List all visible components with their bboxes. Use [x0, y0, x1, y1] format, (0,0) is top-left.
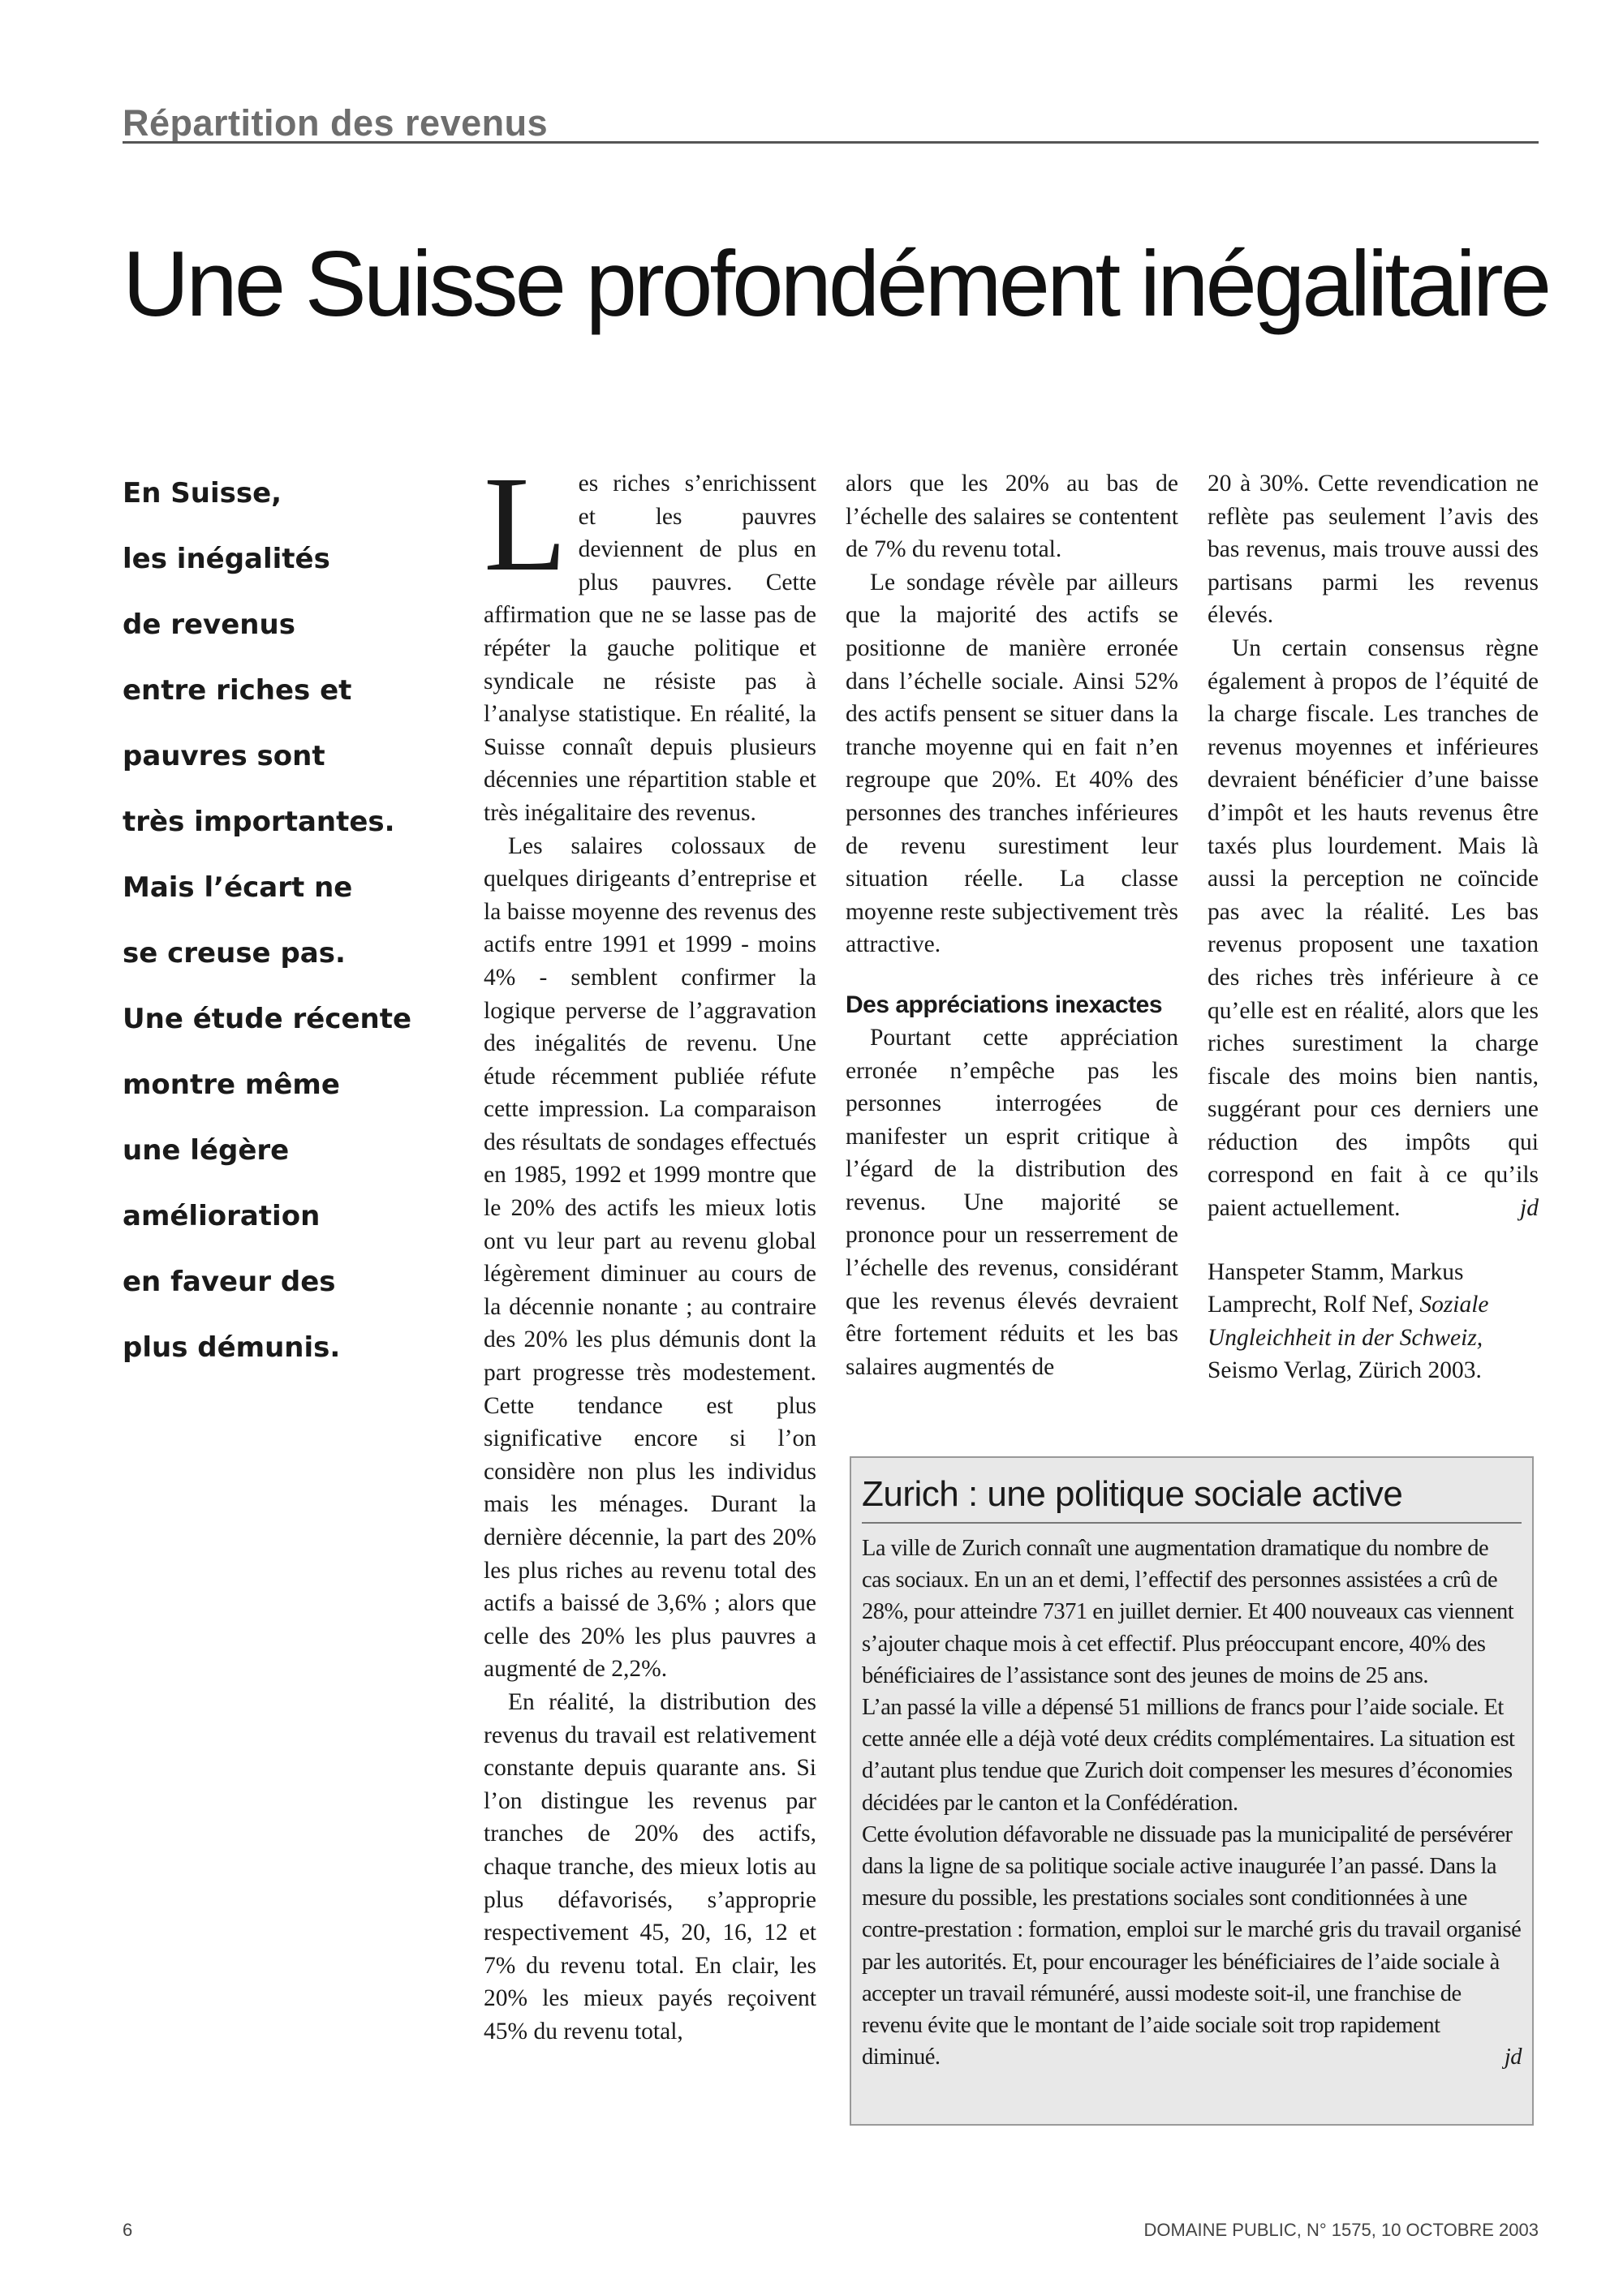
lede-intro: [123, 461, 447, 1381]
article-paragraph: Les salaires colossaux de quelques dirigeants d’entreprise et la baisse moyenne des revenus des actifs entre 1991 et 1999 - moins 4% - semblent confirmer la logique perverse de l’aggravation des inégalités de revenu. Une étude récemment publiée réfute cette impression. La comparaison des résultats de sondages effectués en 1985, 1992 et 1999 montre que le 20% des actifs les mieux lotis ont vu leur part au revenu global légèrement diminuer au cours de la décennie nonante ; au contraire des 20% les plus démunis dont la part progresse très modestement. Cette tendance est plus significative encore si l’on considère non plus les individus mais les ménages. Durant la dernière décennie, la part des 20% les plus riches au revenu total des actifs a baissé de 3,6% ; alors que celle des 20% les plus pauvres a augmenté de 2,2%.: [484, 832, 816, 1683]
lede-line: Mais l’écart ne: [123, 871, 353, 904]
article-column-3: [1208, 467, 1539, 1387]
article-subheading: Des appréciations inexactes: [846, 991, 1163, 1018]
section-label: Répartition des revenus: [123, 102, 549, 144]
article-paragraph: Le sondage révèle par ailleurs que la majorité des actifs se positionne de manière erronée dans l’échelle sociale. Ainsi 52% des actifs pensent se situer dans la tranche moyenne qui en fait n’en regroupe que 20%. Et 40% des personnes des tranches inférieures de revenu surestiment leur situation réelle. La classe moyenne reste subjectivement très attractive.: [846, 569, 1178, 958]
article-column-2: [846, 467, 1178, 1383]
lede-line: une légère: [123, 1134, 290, 1167]
lede-line: montre même: [123, 1068, 340, 1101]
lede-line: plus démunis.: [123, 1331, 341, 1364]
box-paragraph: Cette évolution défavorable ne dissuade pas la municipalité de persévérer dans la ligne de sa politique sociale active inaugurée l’an passé. Dans la mesure du possible, les prestations sociales sont conditionnées à une contre-prestation : formation, emploi sur le marché gris du travail organisé par les autorités. Et, pour encourager les bénéficiaires de l’aide sociale à accepter un travail rémunéré, aussi modeste soit-il, une franchise de revenu évite que le montant de l’aide sociale soit trop rapidement diminué. jd: [862, 1819, 1522, 2074]
article-paragraph: 20 à 30%. Cette revendication ne reflète pas seulement l’avis des bas revenus, mais trouve aussi des partisans parmi les revenus élevés.: [1208, 471, 1539, 629]
publication-info: DOMAINE PUBLIC, N° 1575, 10 OCTOBRE 2003: [1143, 2220, 1539, 2240]
lede-line: en faveur des: [123, 1266, 336, 1298]
lede-line: de revenus: [123, 608, 295, 641]
section-divider: [123, 141, 1539, 144]
author-signature: jd: [1520, 1195, 1539, 1222]
book-title: Soziale Ungleichheit in der Schweiz,: [1208, 1292, 1489, 1351]
lede-line: En Suisse,: [123, 477, 282, 510]
box-paragraph: La ville de Zurich connaît une augmentation dramatique du nombre de cas sociaux. En un an et demi, l’effectif des personnes assistées a crû de 28%, pour atteindre 7371 en juillet dernier. Et 400 nouveaux cas viennent s’ajouter chaque mois à cet effectif. Plus préoccupant encore, 40% des bénéficiaires de l’assistance sont des jeunes de moins de 25 ans.: [862, 1536, 1514, 1688]
article-paragraph: Un certain consensus règne également à propos de l’équité de la charge fiscale. Les tranches de revenus moyennes et inférieures devraient bénéficier d’une baisse d’impôt et les hauts revenus être taxés plus lourdement. Mais là aussi la perception ne coïncide pas avec la réalité. Les bas revenus proposent une taxation des riches très inférieure à ce qu’elle est en réalité, alors que les riches surestiment la charge fiscale des moins bien nantis, suggérant pour ces derniers une réduction des impôts qui correspond en fait à ce qu’ils paient actuellement. jd: [1208, 632, 1539, 1225]
lede-line: les inégalités: [123, 543, 330, 575]
article-paragraph: En réalité, la distribution des revenus du travail est relativement constante depuis quarante ans. Si l’on distingue les revenus par tranches de 20% des actifs, chaque tranche, des mieux lotis au plus défavorisés, s’approprie respectivement 45, 20, 16, 12 et 7% du revenu total. En clair, les 20% les mieux payés reçoivent 45% du revenu total,: [484, 1688, 816, 2044]
lede-line: entre riches et: [123, 674, 352, 707]
box-paragraph: L’an passé la ville a dépensé 51 millions de francs pour l’aide sociale. Et cette année elle a déjà voté deux crédits complémentaires. La situation est d’autant plus tendue que Zurich doit compenser les mesures d’économies décidées par le canton et la Confédération.: [862, 1695, 1515, 1816]
page-number: 6: [123, 2220, 133, 2240]
lede-line: très importantes.: [123, 806, 395, 838]
book-reference: Hanspeter Stamm, Markus Lamprecht, Rolf Nef, Soziale Ungleichheit in der Schweiz, Seismo Verlag, Zürich 2003.: [1208, 1258, 1489, 1384]
box-divider: [862, 1522, 1522, 1524]
lede-line: se creuse pas.: [123, 937, 346, 970]
lede-line: pauvres sont: [123, 740, 325, 772]
article-paragraph: alors que les 20% au bas de l’échelle des salaires se contentent de 7% du revenu total.: [846, 471, 1178, 563]
article-paragraph: Pourtant cette appréciation erronée n’empêche pas les personnes interrogées de manifester un esprit critique à l’égard de la distribution des revenus. Une majorité se prononce pour un resserrement de l’échelle des revenus, considérant que les revenus élevés devraient être fortement réduits et les bas salaires augmentés de: [846, 1024, 1178, 1380]
page-title: Une Suisse profondément inégalitaire: [123, 233, 1549, 336]
box-title: Zurich : une politique sociale active: [862, 1474, 1403, 1514]
article-paragraph: Les riches s’enrichissent et les pauvres deviennent de plus en plus pauvres. Cette affirmation que ne se lasse pas de répéter la gauche politique et syndicale ne résiste pas à l’analyse statistique. En réalité, la Suisse connaît depuis plusieurs décennies une répartition stable et très inégalitaire des revenus.: [484, 449, 816, 826]
drop-cap: L: [484, 449, 567, 600]
box-body: [862, 1533, 1522, 2073]
box-signature: jd: [1504, 2044, 1522, 2070]
lede-line: amélioration: [123, 1200, 321, 1232]
sidebar-box: [850, 1456, 1534, 2126]
lede-line: Une étude récente: [123, 1003, 412, 1035]
article-column-1: [484, 449, 816, 2049]
